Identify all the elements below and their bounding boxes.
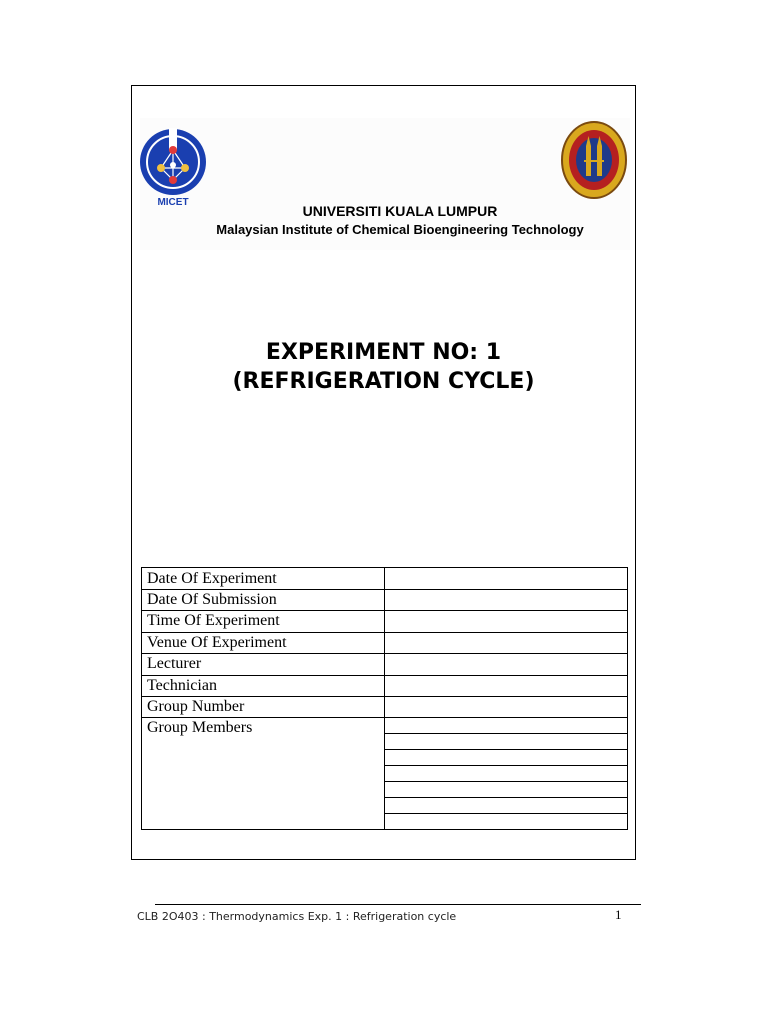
micet-logo <box>137 128 209 208</box>
member-line <box>384 733 627 734</box>
member-line <box>384 797 627 798</box>
page-number: 1 <box>615 907 622 922</box>
member-line <box>384 765 627 766</box>
row-label-technician: Technician <box>147 677 217 694</box>
row-label-date-of-experiment: Date Of Experiment <box>147 570 277 587</box>
micet-logo-text: MICET <box>157 197 189 208</box>
row-label-venue-of-experiment: Venue Of Experiment <box>147 634 287 651</box>
member-line <box>384 749 627 750</box>
experiment-info-table <box>141 567 628 830</box>
experiment-title-line1: EXPERIMENT NO: 1 <box>265 340 502 365</box>
table-row-divider <box>142 653 627 654</box>
row-label-time-of-experiment: Time Of Experiment <box>147 612 280 629</box>
footer-rule <box>155 904 641 905</box>
row-label-group-number: Group Number <box>147 698 245 715</box>
table-column-divider <box>384 568 385 829</box>
institute-name: Malaysian Institute of Chemical Bioengineering Technology <box>216 222 584 237</box>
unikl-crest <box>560 120 628 200</box>
member-line <box>384 781 627 782</box>
experiment-title <box>131 338 636 396</box>
footer-text: CLB 2O403 : Thermodynamics Exp. 1 : Refrigeration cycle <box>137 910 457 923</box>
member-line <box>384 813 627 814</box>
experiment-title-line2: (REFRIGERATION CYCLE) <box>232 369 535 394</box>
row-label-lecturer: Lecturer <box>147 655 202 672</box>
university-name: UNIVERSITI KUALA LUMPUR <box>302 203 498 219</box>
row-label-group-members: Group Members <box>147 719 253 736</box>
row-label-date-of-submission: Date Of Submission <box>147 591 277 608</box>
